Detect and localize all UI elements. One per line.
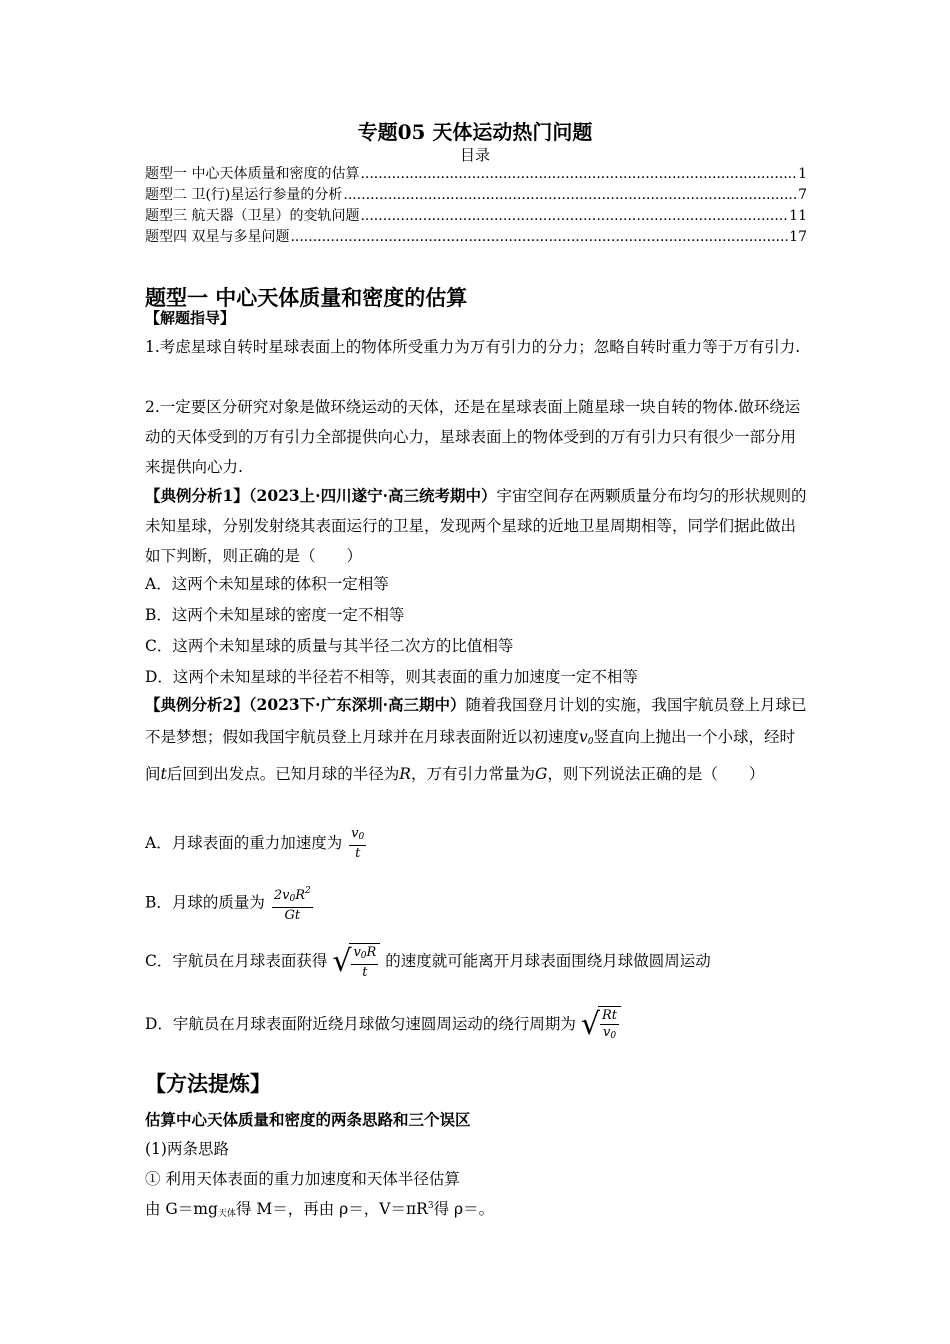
example-1: [145, 481, 807, 571]
section-heading: 题型一 中心天体质量和密度的估算: [145, 286, 468, 310]
symbol-G: G: [534, 765, 548, 783]
toc-item-page: 7: [798, 187, 807, 203]
sqrt-Rt-over-v0: √ $\frac{Rt}{v_0}$: [581, 1006, 621, 1044]
method-item-2: ① 利用天体表面的重力加速度和天体半径估算: [145, 1170, 460, 1188]
toc-dot-leader: [343, 187, 797, 203]
example-2-text: ，万有引力常量为: [410, 765, 535, 783]
example-1-option-d: D．这两个未知星球的半径若不相等，则其表面的重力加速度一定不相等: [145, 668, 638, 686]
method-subheading: 估算中心天体质量和密度的两条思路和三个误区: [145, 1110, 471, 1129]
toc-item-label: 题型三 航天器（卫星）的变轨问题: [145, 208, 360, 224]
example-2-text: 竖直向上抛出一个小球，经时间: [145, 728, 796, 783]
example-2-tag: 【典例分析2】: [145, 695, 249, 714]
example-1-option-b: B．这两个未知星球的密度一定不相等: [145, 606, 405, 624]
sqrt-v0R-over-t: √ $\frac{v_0R}{t}$: [332, 943, 380, 981]
method-formula: 由 $G=mg_{天体}$得 M＝，再由 ρ＝，$V=\pi R^3$得 ρ＝。: [145, 1200, 495, 1219]
method-heading: 【方法提炼】: [145, 1072, 271, 1096]
example-2-option-b: B．月球的质量为 $\frac{2v_0R^2}{Gt}$: [145, 883, 315, 924]
toc-item-label: 题型二 卫(行)星运行参量的分析: [145, 187, 343, 203]
toc-item[interactable]: [145, 184, 807, 205]
example-2-option-a: A．月球表面的重力加速度为 $\frac{v_0}{t}$: [145, 826, 365, 861]
guide-paragraph-1: 1.考虑星球自转时星球表面上的物体所受重力为万有引力的分力；忽略自转时重力等于万有引力.: [145, 338, 801, 356]
example-2-text: ，则下列说法正确的是（ ）: [547, 765, 765, 783]
example-1-option-c: C．这两个未知星球的质量与其半径二次方的比值相等: [145, 637, 514, 655]
page-title: 专题05 天体运动热门问题: [357, 120, 593, 144]
toc-heading: 目录: [459, 146, 490, 164]
toc-item[interactable]: [145, 205, 807, 226]
toc-item-page: 1: [798, 166, 807, 182]
toc-dot-leader: [360, 208, 788, 224]
example-1-text: 宇宙空间存在两颗质量分布均匀的形状规则的未知星球，分别发射绕其表面运行的卫星，发现两个星球的近地卫星周期相等，同学们据此做出如下判断，则正确的是（ ）: [145, 487, 807, 565]
toc-item[interactable]: [145, 163, 807, 184]
guide-paragraph-2: 2.一定要区分研究对象是做环绕运动的天体，还是在星球表面上随星球一块自转的物体.做环绕运动的天体受到的万有引力全部提供向心力，星球表面上的物体受到的万有引力只有很少一部分用来提供向心力.: [145, 398, 801, 476]
toc-dot-leader: [290, 229, 788, 245]
table-of-contents: [145, 163, 807, 247]
example-2: [145, 689, 807, 790]
guide-tag: 【解题指导】: [145, 309, 236, 327]
symbol-t: t: [160, 765, 167, 783]
example-2-option-c: C．宇航员在月球表面获得 √ $\frac{v_0R}{t}$ 的速度就可能离开月球表面围绕月球做圆周运动: [145, 944, 711, 980]
toc-item-page: 17: [789, 229, 807, 245]
toc-item-page: 11: [789, 208, 807, 224]
example-1-tag: 【典例分析1】: [145, 486, 249, 505]
example-2-option-d: D．宇航员在月球表面附近绕月球做匀速圆周运动的绕行周期为 √ $\frac{Rt}{v_0}$: [145, 1006, 621, 1044]
example-1-source: （2023上·四川遂宁·高三统考期中）: [248, 486, 497, 505]
example-2-text: 随着我国登月计划的实施，我国宇航员登上月球已不是梦想；假如我国宇航员登上月球并在月球表面附近以初速度: [145, 696, 807, 746]
toc-dot-leader: [360, 166, 797, 182]
fraction-v0-over-t: $\frac{v_0}{t}$: [351, 826, 365, 861]
symbol-R: R: [399, 765, 411, 783]
example-2-source: （2023下·广东深圳·高三期中）: [248, 695, 466, 714]
toc-item-label: 题型一 中心天体质量和密度的估算: [145, 166, 360, 182]
toc-item[interactable]: [145, 226, 807, 247]
toc-item-label: 题型四 双星与多星问题: [145, 229, 290, 245]
example-2-text: 后回到出发点。已知月球的半径为: [166, 765, 400, 783]
method-item-1: (1)两条思路: [145, 1140, 229, 1158]
symbol-v0: $v_0$: [579, 728, 594, 747]
fraction-2v0R2-over-Gt: $\frac{2v_0R^2}{Gt}$: [272, 883, 313, 924]
example-1-option-a: A．这两个未知星球的体积一定相等: [145, 575, 389, 593]
